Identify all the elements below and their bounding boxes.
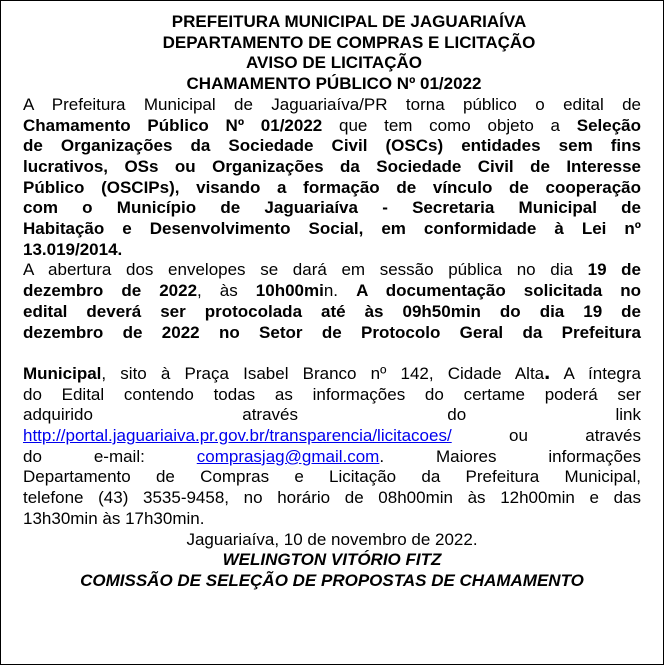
notice-header [23, 12, 641, 95]
paragraph-line: Chamamento Público Nº 01/2022 que tem como objeto a Seleção [23, 115, 642, 135]
paragraph-line: edital deverá ser protocolada até às 09h50min do dia 19 de [23, 301, 641, 321]
paragraph-line: telefone (43) 3535-9458, no horário de 08h00min às 12h00min e das [23, 488, 641, 508]
paragraph-opening [23, 260, 641, 529]
paragraph-line: 13.019/2014. [23, 239, 123, 259]
header-department: DEPARTAMENTO DE COMPRAS E LICITAÇÃO [162, 32, 536, 52]
notice-footer [23, 530, 641, 592]
paragraph-line: lucrativos, OSs ou Organizações da Sociedade Civil de Interesse [23, 156, 641, 176]
header-notice-type: AVISO DE LICITAÇÃO [246, 53, 422, 73]
paragraph-line: A abertura dos envelopes se dará em sessão pública no dia 19 de [23, 260, 641, 280]
signatory-role: COMISSÃO DE SELEÇÃO DE PROPOSTAS DE CHAMAMENTO [80, 570, 584, 590]
signatory-name: WELINGTON VITÓRIO FITZ [222, 550, 442, 570]
paragraph-line: adquirido através do link [23, 405, 641, 425]
paragraph-line: http://portal.jaguariaiva.pr.gov.br/transparencia/licitacoes/ ou através [23, 426, 641, 446]
paragraph-line: do e-mail: comprasjag@gmail.com. Maiores informações [23, 446, 641, 466]
paragraph-object [23, 95, 641, 261]
paragraph-line: Público (OSCIPs), visando a formação de vínculo de cooperação [23, 177, 641, 197]
paragraph-line: Habitação e Desenvolvimento Social, em conformidade à Lei nº [23, 219, 641, 239]
paragraph-line: com o Município de Jaguariaíva - Secretaria Municipal de [23, 198, 641, 218]
header-call-number: CHAMAMENTO PÚBLICO Nº 01/2022 [186, 74, 482, 94]
paragraph-line: dezembro de 2022, às 10h00min. A documentação solicitada no [23, 281, 641, 301]
header-prefecture: PREFEITURA MUNICIPAL DE JAGUARIAÍVA [171, 12, 527, 31]
paragraph-line: de Organizações da Sociedade Civil (OSCs) entidades sem fins [23, 136, 641, 156]
notice-date: Jaguariaíva, 10 de novembro de 2022. [186, 529, 478, 549]
transparency-link[interactable]: http://portal.jaguariaiva.pr.gov.br/transparencia/licitacoes/ [23, 426, 452, 446]
paragraph-line: do Edital contendo todas as informações do certame poderá ser [23, 384, 641, 404]
paragraph-line: Departamento de Compras e Licitação da Prefeitura Municipal, [23, 467, 641, 487]
paragraph-line: 13h30min às 17h30min. [23, 508, 205, 528]
paragraph-line: A Prefeitura Municipal de Jaguariaíva/PR torna público o edital de [23, 94, 641, 114]
paragraph-line: Municipal, sito à Praça Isabel Branco nº 142, Cidade Alta. A íntegra [23, 358, 641, 384]
email-link[interactable]: comprasjag@gmail.com [196, 446, 380, 466]
paragraph-line: dezembro de 2022 no Setor de Protocolo Geral da Prefeitura [23, 322, 641, 342]
